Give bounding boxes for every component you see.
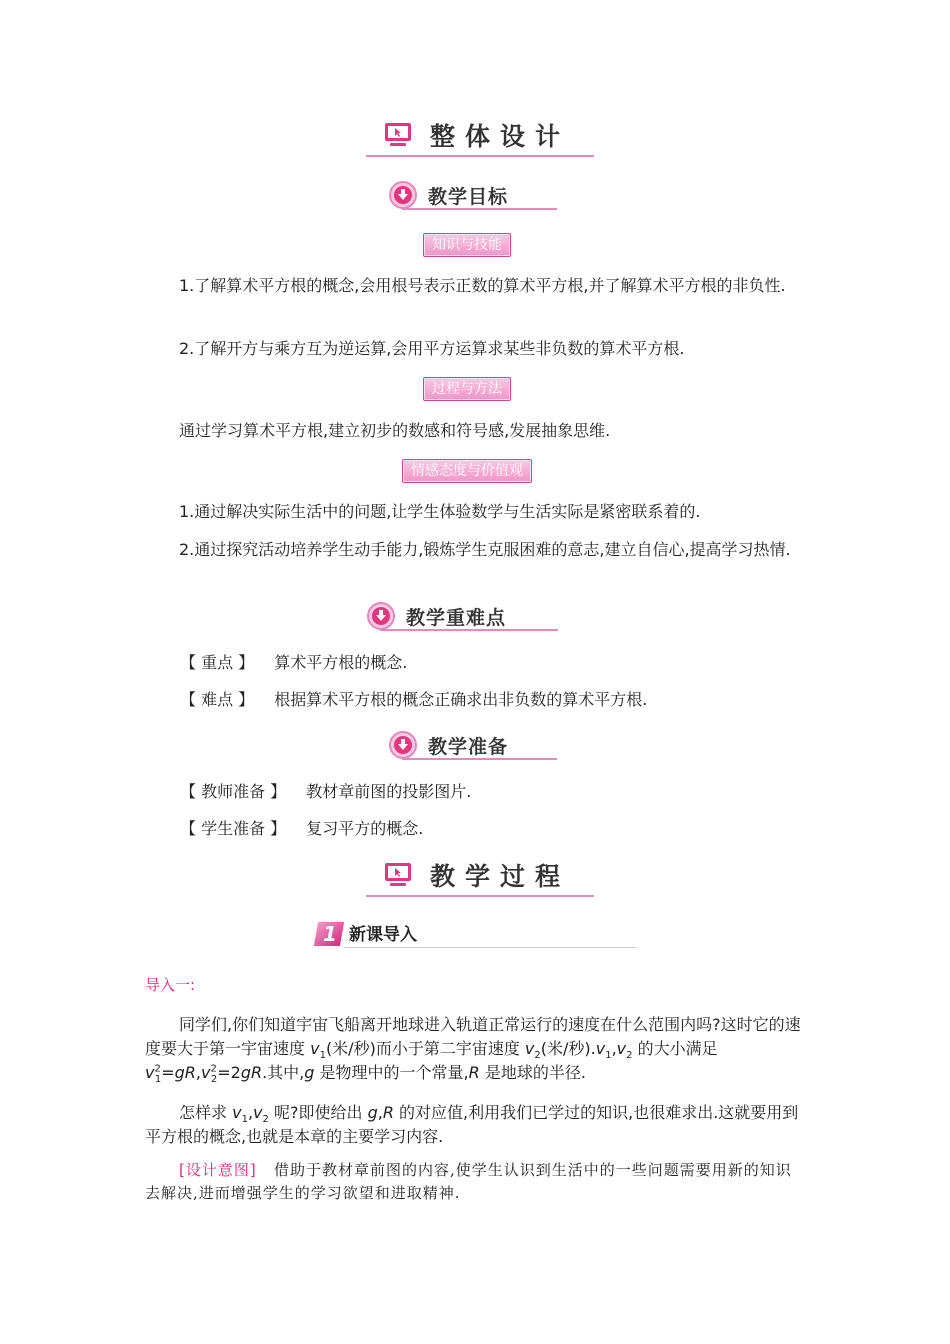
student-prep-text: 复习平方的概念.	[306, 819, 424, 838]
intro-paragraph-1: 同学们,你们知道宇宙飞船离开地球进入轨道正常运行的速度在什么范围内吗?这时它的速度要大于第一宇宙速度 $v_1$(米/秒)而小于第二宇宙速度 $v_2$(米/秒)$.v_1,v_2$ 的大小满足$v^2_1=gR,v^2_2=2gR$.其中,g 是物理中的一个常量,R 是地球的半径.	[145, 1015, 801, 1086]
badge-method: 过程与方法	[423, 377, 511, 401]
arrow-down-circle-icon	[366, 601, 396, 631]
intro-label: 导入一:	[145, 976, 196, 994]
subsection-rule	[402, 208, 557, 210]
design-intent-label: [设计意图]	[179, 1161, 257, 1179]
subsection-rule	[380, 629, 558, 631]
badge-knowledge: 知识与技能	[423, 233, 511, 257]
subsection-title-text: 教学目标	[428, 185, 509, 208]
subsection-rule	[402, 758, 557, 760]
arrow-down-circle-icon	[388, 730, 418, 760]
student-prep-row	[180, 818, 423, 840]
step-header	[316, 922, 636, 950]
intro-paragraph-2: 怎样求 $v_1,v_2$ 呢?即使给出 g,R 的对应值,利用我们已学过的知识,也很难求出.这就要用到平方根的概念,也就是本章的主要学习内容.	[145, 1103, 799, 1146]
section-title-text: 教学过程	[430, 862, 571, 891]
focus-text: 算术平方根的概念.	[274, 653, 408, 672]
teacher-prep-text: 教材章前图的投影图片.	[306, 782, 472, 801]
subsection-goals	[388, 180, 508, 210]
paragraph: 1.通过解决实际生活中的问题,让学生体验数学与生活实际是紧密联系着的.	[179, 502, 701, 521]
section-title-overall	[384, 117, 570, 153]
subsection-key-points	[366, 601, 506, 631]
subsection-title-text: 教学重难点	[406, 606, 507, 629]
paragraph: 2.通过探究活动培养学生动手能力,锻炼学生克服困难的意志,建立自信心,提高学习热情.	[179, 540, 791, 559]
title-rule	[366, 155, 594, 157]
paragraph: 通过学习算术平方根,建立初步的数感和符号感,发展抽象思维.	[179, 421, 611, 440]
design-intent-text: 借助于教材章前图的内容,使学生认识到生活中的一些问题需要用新的知识去解决,进而增强学生的学习欲望和进取精神.	[145, 1161, 792, 1202]
design-intent	[145, 1159, 805, 1205]
section-title-text: 整体设计	[430, 122, 571, 151]
subsection-prep	[388, 730, 508, 760]
section-title-process	[384, 857, 570, 893]
monitor-icon	[384, 862, 412, 888]
step-number: 1	[323, 922, 337, 946]
difficulty-label: 【 难点 】	[180, 690, 255, 709]
focus-label: 【 重点 】	[180, 653, 255, 672]
focus-row	[180, 652, 407, 674]
step-rule	[344, 947, 636, 948]
teacher-prep-label: 【 教师准备 】	[180, 782, 287, 801]
paragraph: 2.了解开方与乘方互为逆运算,会用平方运算求某些非负数的算术平方根.	[179, 339, 685, 358]
title-rule	[366, 895, 594, 897]
difficulty-row	[180, 689, 647, 711]
badge-emotion: 情感态度与价值观	[402, 459, 532, 483]
monitor-icon	[384, 122, 412, 148]
paragraph: 1.了解算术平方根的概念,会用根号表示正数的算术平方根,并了解算术平方根的非负性.	[179, 276, 786, 295]
step-title: 新课导入	[349, 925, 417, 945]
teacher-prep-row	[180, 781, 471, 803]
subsection-title-text: 教学准备	[428, 735, 509, 758]
arrow-down-circle-icon	[388, 180, 418, 210]
student-prep-label: 【 学生准备 】	[180, 819, 287, 838]
difficulty-text: 根据算术平方根的概念正确求出非负数的算术平方根.	[274, 690, 648, 709]
